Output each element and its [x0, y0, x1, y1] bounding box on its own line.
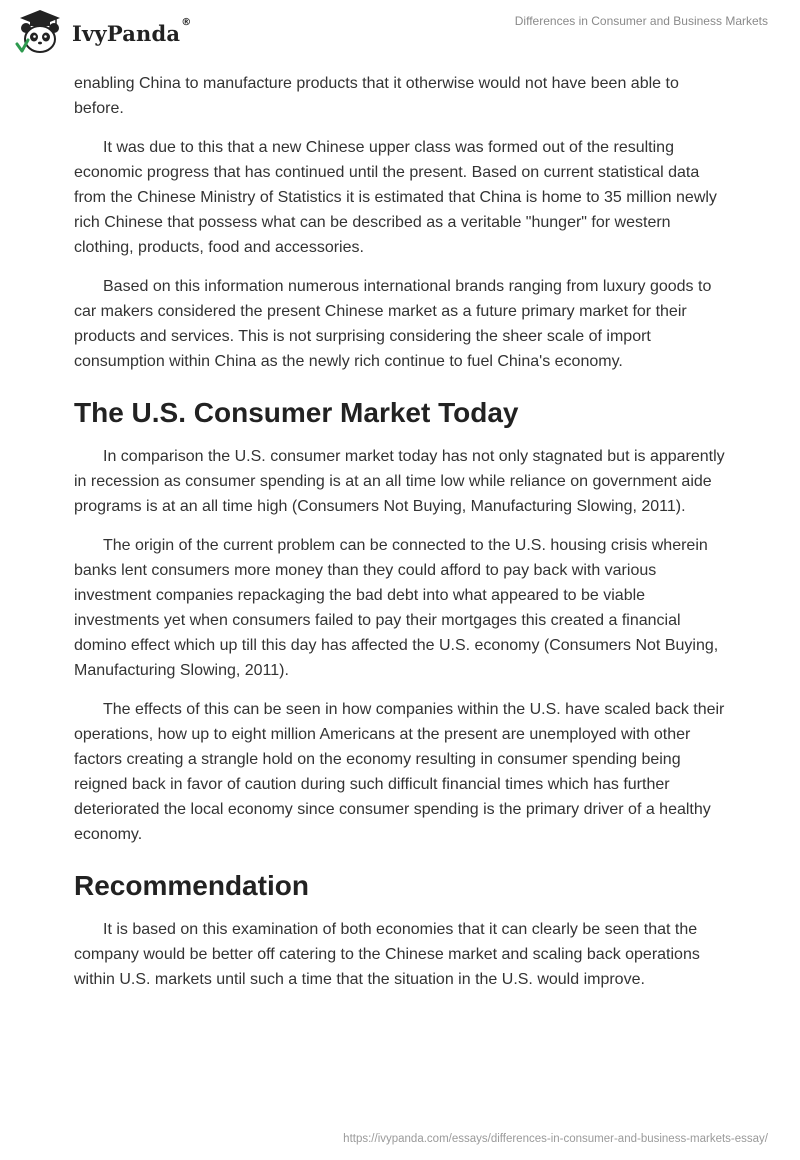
panda-logo-icon — [14, 8, 66, 56]
logo-wordmark: IvyPanda® — [72, 16, 192, 46]
ivypanda-logo[interactable] — [14, 8, 191, 56]
page-header — [0, 0, 800, 64]
paragraph: In comparison the U.S. consumer market today has not only stagnated but is apparently in recession as consumer spending is at an all time low while reliance on government aide programs is at an all time high (Consumers Not Buying, Manufacturing Slowing, 2011). — [74, 448, 725, 515]
document-title: Differences in Consumer and Business Markets — [514, 14, 768, 28]
paragraph: enabling China to manufacture products that it otherwise would not have been able to before. — [74, 75, 679, 117]
section-heading-recommendation: Recommendation — [74, 870, 309, 901]
paragraph: The effects of this can be seen in how companies within the U.S. have scaled back their operations, how up to eight million Americans at the present are unemployed with other factors creating a strangle hold on the economy resulting in consumer spending being reigned back in favor of caution during such difficult financial times which has further deteriorated the local economy since consumer spending is the primary driver of a healthy economy. — [74, 701, 725, 843]
source-url-link[interactable]: https://ivypanda.com/essays/differences-in-consumer-and-business-markets-essay/ — [343, 1133, 768, 1145]
registered-mark: ® — [181, 16, 192, 28]
essay-body — [74, 71, 730, 1006]
paragraph: The origin of the current problem can be connected to the U.S. housing crisis wherein banks lent consumers more money than they could afford to pay back with various investment companies repackaging the bad debt into what appeared to be viable investments yet when consumers failed to pay their mortgages this created a financial domino effect which up till this day has affected the U.S. economy (Consumers Not Buying, Manufacturing Slowing, 2011). — [74, 537, 719, 679]
section-heading-us-consumer-market: The U.S. Consumer Market Today — [74, 397, 519, 428]
paragraph: It was due to this that a new Chinese upper class was formed out of the resulting economic progress that has continued until the present. Based on current statistical data from the Chinese Ministry of Statistics it is estimated that China is home to 35 million newly rich Chinese that possess what can be described as a veritable "hunger" for western clothing, products, food and accessories. — [74, 139, 717, 256]
paragraph: Based on this information numerous international brands ranging from luxury goods to car makers considered the present Chinese market as a future primary market for their products and services. This is not surprising considering the sheer scale of import consumption within China as the newly rich continue to fuel China's economy. — [74, 278, 712, 370]
paragraph: It is based on this examination of both economies that it can clearly be seen that the company would be better off catering to the Chinese market and scaling back operations within U.S. markets until such a time that the situation in the U.S. would improve. — [74, 921, 700, 988]
